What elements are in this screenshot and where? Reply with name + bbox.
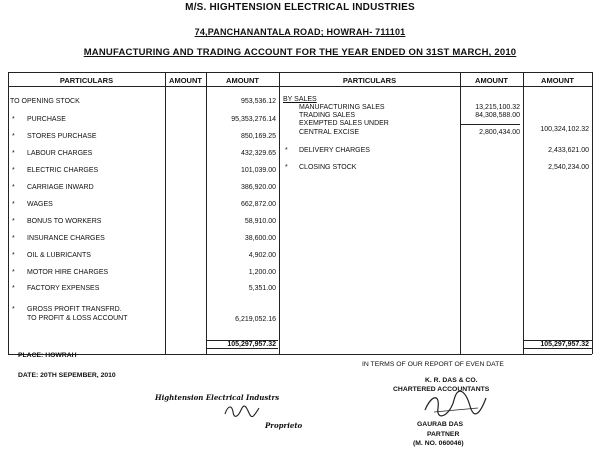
- oil-label: OIL & LUBRICANTS: [27, 252, 91, 259]
- oil-amount: 4,902.00: [248, 252, 276, 259]
- gross-profit-label-2: TO PROFIT & LOSS ACCOUNT: [27, 315, 128, 322]
- report-reference: IN TERMS OF OUR REPORT OF EVEN DATE: [362, 361, 504, 368]
- labour-label: LABOUR CHARGES: [27, 150, 93, 157]
- bullet-icon: *: [12, 235, 15, 242]
- closing-stock-label: CLOSING STOCK: [299, 164, 357, 171]
- bullet-icon: *: [285, 164, 288, 171]
- bullet-icon: *: [12, 269, 15, 276]
- stores-purchase-amount: 850,169.25: [240, 133, 276, 140]
- exempted-sales-label-1: EXEMPTED SALES UNDER: [299, 120, 389, 127]
- col-divider-2: [206, 72, 207, 354]
- insurance-amount: 38,600.00: [244, 235, 276, 242]
- bullet-icon: *: [12, 133, 15, 140]
- left-amount1-header: AMOUNT: [169, 76, 202, 85]
- company-address: 74,PANCHANANTALA ROAD; HOWRAH- 711101: [194, 27, 406, 37]
- left-total-bottom-line: [206, 348, 278, 349]
- firm-role: CHARTERED ACCOUNTANTS: [393, 386, 490, 393]
- factory-label: FACTORY EXPENSES: [27, 285, 100, 292]
- exempted-sales-label-2: CENTRAL EXCISE: [299, 129, 360, 136]
- opening-stock-amount: 953,536.12: [240, 98, 276, 105]
- account-title: MANUFACTURING AND TRADING ACCOUNT FOR THE YEAR ENDED ON 31ST MARCH, 2010: [83, 47, 517, 58]
- delivery-label: DELIVERY CHARGES: [299, 147, 370, 154]
- bullet-icon: *: [285, 147, 288, 154]
- right-amount2-header: AMOUNT: [541, 76, 574, 85]
- closing-stock-amount: 2,540,234.00: [548, 164, 589, 171]
- bullet-icon: *: [12, 252, 15, 259]
- left-particulars-header: PARTICULARS: [59, 76, 114, 85]
- bullet-icon: *: [12, 306, 15, 313]
- col-divider-5: [523, 72, 524, 354]
- bonus-label: BONUS TO WORKERS: [27, 218, 102, 225]
- manufacturing-sales-label: MANUFACTURING SALES: [299, 104, 385, 111]
- partner-name: GAURAB DAS: [417, 421, 464, 428]
- electric-label: ELECTRIC CHARGES: [27, 167, 99, 174]
- labour-amount: 432,329.65: [240, 150, 276, 157]
- sales-total-amount: 100,324,102.32: [540, 126, 589, 133]
- table-top-border: [8, 72, 592, 73]
- opening-stock-label: TO OPENING STOCK: [10, 98, 80, 105]
- partner-signature-icon: [420, 388, 490, 418]
- purchase-amount: 95,353,276.14: [231, 116, 276, 123]
- company-name: M/S. HIGHTENSION ELECTRICAL INDUSTRIES: [185, 2, 415, 13]
- bullet-icon: *: [12, 201, 15, 208]
- bullet-icon: *: [12, 167, 15, 174]
- table-right-border: [592, 72, 593, 354]
- bullet-icon: *: [12, 116, 15, 123]
- sales-subtotal-line: [460, 124, 520, 125]
- wages-amount: 662,872.00: [240, 201, 276, 208]
- motor-hire-label: MOTOR HIRE CHARGES: [27, 269, 109, 276]
- insurance-label: INSURANCE CHARGES: [27, 235, 105, 242]
- right-amount1-header: AMOUNT: [475, 76, 508, 85]
- bullet-icon: *: [12, 150, 15, 157]
- bonus-amount: 58,910.00: [244, 218, 276, 225]
- electric-amount: 101,039.00: [240, 167, 276, 174]
- gross-profit-label-1: GROSS PROFIT TRANSFRD.: [27, 306, 122, 313]
- stores-purchase-label: STORES PURCHASE: [27, 133, 97, 140]
- factory-amount: 5,351.00: [248, 285, 276, 292]
- proprietor-signature-icon: [222, 402, 262, 420]
- right-particulars-header: PARTICULARS: [342, 76, 397, 85]
- right-total-bottom-line: [524, 348, 592, 349]
- by-sales-label: BY SALES: [283, 96, 317, 103]
- purchase-label: PURCHASE: [27, 116, 66, 123]
- header-divider: [8, 86, 592, 87]
- left-amount2-header: AMOUNT: [226, 76, 259, 85]
- table-left-border: [8, 72, 9, 354]
- wages-label: WAGES: [27, 201, 53, 208]
- firm-name: K. R. DAS & CO.: [425, 377, 478, 384]
- col-divider-1: [165, 72, 166, 354]
- credit-total: 105,297,957.32: [540, 341, 589, 348]
- table-bottom-border: [8, 354, 592, 355]
- partner-role: PARTNER: [427, 431, 460, 438]
- membership-number: (M. NO. 060046): [413, 440, 464, 447]
- carriage-amount: 386,920.00: [240, 184, 276, 191]
- carriage-label: CARRIAGE INWARD: [27, 184, 94, 191]
- proprietor-label: Proprieto: [265, 421, 303, 430]
- bullet-icon: *: [12, 285, 15, 292]
- bullet-icon: *: [12, 218, 15, 225]
- company-stamp: Hightension Electrical Industrs: [155, 393, 280, 402]
- col-divider-3: [279, 72, 280, 354]
- date: DATE: 20TH SEPEMBER, 2010: [18, 372, 116, 379]
- debit-total: 105,297,957.32: [227, 341, 276, 348]
- trading-sales-amount: 84,308,588.00: [475, 112, 520, 119]
- manufacturing-sales-amount: 13,215,100.32: [475, 104, 520, 111]
- bullet-icon: *: [12, 184, 15, 191]
- gross-profit-amount: 6,219,052.16: [235, 316, 276, 323]
- motor-hire-amount: 1,200.00: [248, 269, 276, 276]
- delivery-amount: 2,433,621.00: [548, 147, 589, 154]
- place: PLACE: HOWRAH: [18, 352, 77, 359]
- exempted-sales-amount: 2,800,434.00: [479, 129, 520, 136]
- trading-sales-label: TRADING SALES: [299, 112, 356, 119]
